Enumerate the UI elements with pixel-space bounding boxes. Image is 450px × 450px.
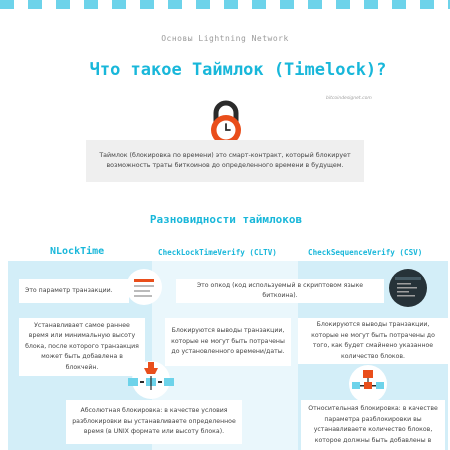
column-title-nlocktime: NLockTime (50, 246, 105, 257)
section-title: Разновидности таймлоков (149, 213, 303, 226)
definition-box (86, 140, 364, 182)
card-relative-lock: Относительная блокировка: в качестве параметра разблокировки вы устанавливаете количество блоков, которое должны быть добавлены в (301, 400, 445, 450)
block-chain-icon (348, 364, 388, 404)
column-title-cltv: CheckLockTimeVerify (CLTV) (158, 248, 277, 257)
document-icon (126, 269, 162, 305)
page-subtitle: Основы Lightning Network (161, 34, 289, 43)
terminal-icon (389, 269, 427, 307)
column-title-csv: CheckSequenceVerify (CSV) (308, 248, 423, 257)
top-stripe (0, 0, 450, 9)
card-absolute-lock: Абсолютная блокировка: в качестве условия разблокировки вы устанавливаете определенное время (в UNIX формате или высоту блока). (66, 400, 242, 444)
card-cltv-desc: Блокируются выводы транзакции, которые не могут быть потрачены до установленного времени/даты. (165, 318, 291, 366)
pin-chain-icon (124, 360, 178, 400)
card-csv-desc: Блокируются выводы транзакции, которые не могут быть потрачены до того, как будет смайнено указанное количество блоков. (298, 318, 448, 364)
card-cltv-opcode: Это опкод (код используемый в скриптовом языке биткоина). (176, 279, 384, 303)
page-title: Что такое Таймлок (Timelock)? (89, 60, 387, 80)
card-nlocktime-param: Это параметр транзакции. (19, 279, 129, 303)
card-nlocktime-desc: Устанавливает самое раннее время или минимальную высоту блока, после которого транзакция может быть добавлена в блокчейн. (19, 318, 145, 376)
definition-text: Таймлок (блокировка по времени) это смарт-контракт, который блокирует возможность траты биткоинов до определенного времени в будущем. (99, 152, 351, 169)
credit-text: bitcoindesignet.com (326, 96, 372, 101)
